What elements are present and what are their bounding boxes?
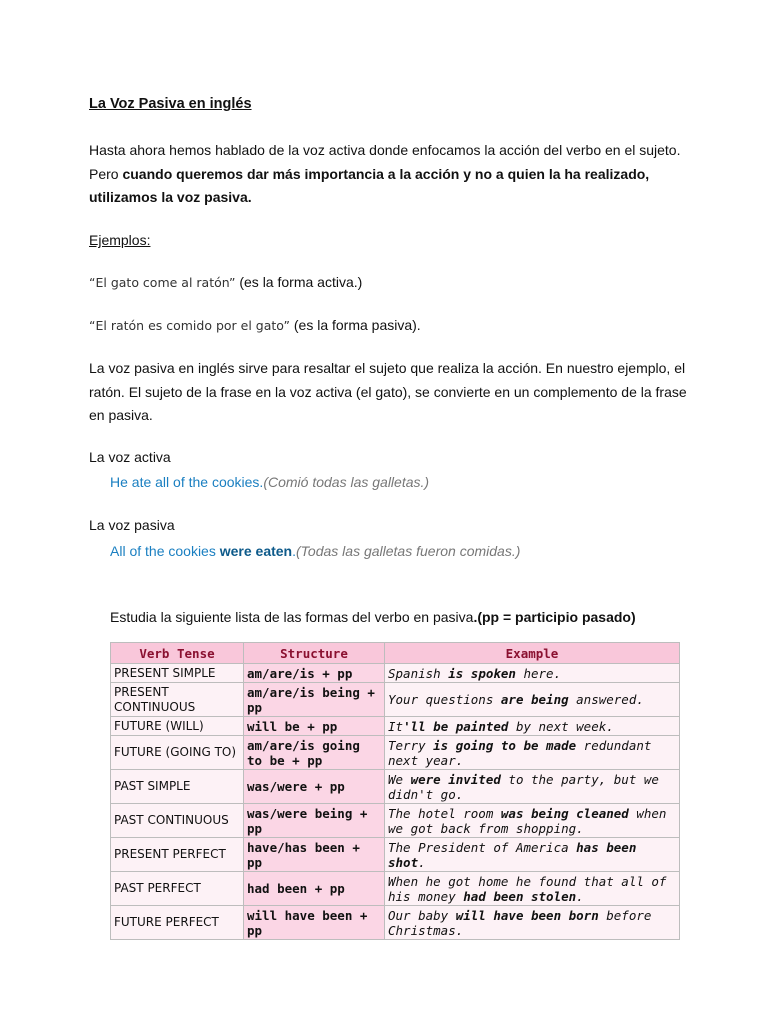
cell-structure: was/were + pp — [244, 770, 385, 804]
passive-part1: All of the cookies — [110, 543, 220, 559]
passive-translation: (Todas las galletas fueron comidas.) — [296, 543, 521, 559]
cell-structure: am/are/is + pp — [244, 664, 385, 683]
study-bold: .(pp = participio pasado) — [473, 609, 636, 625]
cell-example: The President of America has been shot. — [385, 838, 680, 872]
cell-example: Our baby will have been born before Christmas. — [385, 906, 680, 940]
cell-structure: had been + pp — [244, 872, 385, 906]
explanation-paragraph: La voz pasiva en inglés sirve para resaltar el sujeto que realiza la acción. En nuestro ejemplo, el ratón. El sujeto de la frase en la voz activa (el gato), se convierte en un complemento de la frase en pasiva. — [89, 360, 687, 423]
table-row — [111, 664, 680, 683]
cell-example: When he got home he found that all of his money had been stolen. — [385, 872, 680, 906]
intro-bold: cuando queremos dar más importancia a la acción y no a quien la ha realizado, utilizamos la voz pasiva. — [89, 165, 650, 205]
cell-example: It'll be painted by next week. — [385, 717, 680, 736]
passive-voice-example — [110, 540, 710, 564]
cell-example: Your questions are being answered. — [385, 683, 680, 717]
active-voice-label: La voz activa — [89, 449, 171, 465]
example-passive-note: (es la forma pasiva). — [289, 317, 421, 333]
active-translation: (Comió todas las galletas.) — [263, 474, 430, 490]
study-text: Estudia la siguiente lista de las formas del verbo en pasiva — [110, 609, 474, 625]
passive-part3: . — [292, 543, 296, 559]
header-structure: Structure — [244, 643, 385, 664]
cell-example: The hotel room was being cleaned when we got back from shopping. — [385, 804, 680, 838]
example-passive-quote: “El ratón es comido por el gato” — [89, 318, 290, 333]
passive-voice-label: La voz pasiva — [89, 517, 175, 533]
cell-tense: PRESENT PERFECT — [111, 838, 244, 872]
cell-tense: FUTURE (GOING TO) — [111, 736, 244, 770]
cell-structure: have/has been + pp — [244, 838, 385, 872]
intro-line1: Hasta ahora hemos hablado de la voz activa donde enfocamos la acción del verbo en el sujeto. — [89, 142, 681, 158]
cell-tense: FUTURE PERFECT — [111, 906, 244, 940]
cell-example: We were invited to the party, but we didn't go. — [385, 770, 680, 804]
cell-tense: PRESENT CONTINUOUS — [111, 683, 244, 717]
table-row — [111, 906, 680, 940]
table-row — [111, 872, 680, 906]
passive-part2: were eaten — [219, 543, 293, 559]
active-voice-example — [110, 471, 710, 495]
cell-example: Spanish is spoken here. — [385, 664, 680, 683]
document-title: La Voz Pasiva en inglés — [89, 96, 252, 112]
cell-tense: FUTURE (WILL) — [111, 717, 244, 736]
table-row — [111, 736, 680, 770]
example-active-note: (es la forma activa.) — [235, 274, 363, 290]
cell-structure: am/are/is being + pp — [244, 683, 385, 717]
cell-example: Terry is going to be made redundant next year. — [385, 736, 680, 770]
table-row — [111, 683, 680, 717]
cell-tense: PAST SIMPLE — [111, 770, 244, 804]
example-active-quote: “El gato come al ratón” — [89, 275, 236, 290]
table-header-row — [111, 643, 680, 664]
cell-tense: PAST PERFECT — [111, 872, 244, 906]
cell-structure: am/are/is going to be + pp — [244, 736, 385, 770]
intro-pero: Pero — [89, 165, 123, 182]
header-verb-tense: Verb Tense — [111, 643, 244, 664]
table-row — [111, 838, 680, 872]
header-example: Example — [385, 643, 680, 664]
ejemplos-heading: Ejemplos: — [89, 232, 151, 248]
example-active — [89, 271, 689, 295]
cell-tense: PRESENT SIMPLE — [111, 664, 244, 683]
table-row — [111, 717, 680, 736]
active-sentence: He ate all of the cookies. — [110, 474, 264, 490]
example-passive — [89, 314, 689, 338]
study-instruction — [110, 606, 710, 630]
intro-paragraph — [89, 139, 689, 210]
cell-structure: will have been + pp — [244, 906, 385, 940]
table-row — [111, 804, 680, 838]
cell-structure: was/were being + pp — [244, 804, 385, 838]
passive-forms-table — [110, 642, 680, 940]
cell-structure: will be + pp — [244, 717, 385, 736]
table-row — [111, 770, 680, 804]
cell-tense: PAST CONTINUOUS — [111, 804, 244, 838]
